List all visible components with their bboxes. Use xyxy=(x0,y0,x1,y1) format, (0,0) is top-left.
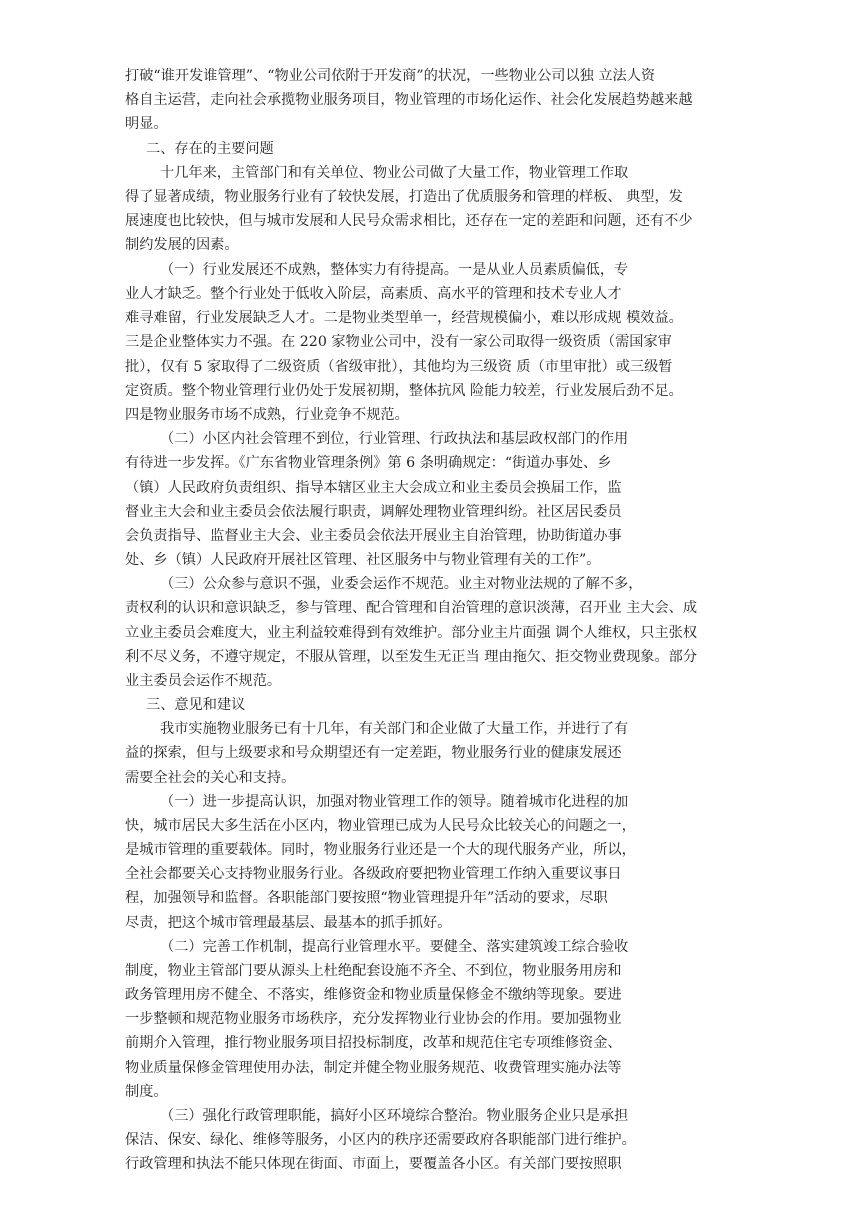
text-line: （二）完善工作机制，提高行业管理水平。要健全、落实建筑竣工综合验收 xyxy=(160,939,629,955)
text-line: 尽责，把这个城市管理最基层、最基本的抓手抓好。 xyxy=(125,915,452,931)
text-line: 业人才缺乏。整个行业处于低收入阶层，高素质、高水平的管理和技术专业人才 xyxy=(125,286,622,302)
text-line: 政务管理用房不健全、不落实，维修资金和物业质量保修金不缴纳等现象。要进 xyxy=(125,987,622,1003)
text-line: （三）公众参与意识不强，业委会运作不规范。业主对物业法规的了解不多， xyxy=(160,576,643,592)
text-line: 一步整顿和规范物业服务市场秩序，充分发挥物业行业协会的作用。要加强物业 xyxy=(125,1011,622,1027)
text-line: 物业质量保修金管理使用办法，制定并健全物业服务规范、收费管理实施办法等 xyxy=(125,1060,622,1076)
text-line: （三）强化行政管理职能，搞好小区环境综合整治。物业服务企业只是承担 xyxy=(160,1108,629,1124)
text-line: （一）进一步提高认识，加强对物业管理工作的领导。随着城市化进程的加 xyxy=(160,794,629,810)
text-line: （二）小区内社会管理不到位，行业管理、行政执法和基层政权部门的作用 xyxy=(160,431,629,447)
text-line: 保洁、保安、绿化、维修等服务，小区内的秩序还需要政府各职能部门进行维护。 xyxy=(125,1132,636,1148)
text-line: 前期介入管理，推行物业服务项目招投标制度，改革和规范住宅专项维修资金、 xyxy=(125,1035,622,1051)
text-line: 四是物业服务市场不成熟，行业竞争不规范。 xyxy=(125,407,409,423)
section-heading: 三、意见和建议 xyxy=(146,697,246,713)
text-line: 全社会都要关心支持物业服务行业。各级政府要把物业管理工作纳入重要议事日 xyxy=(125,866,622,882)
text-line: 处、乡（镇）人民政府开展社区管理、社区服务中与物业管理有关的工作”。 xyxy=(125,552,601,568)
text-line: 快，城市居民大多生活在小区内，物业管理已成为人民号众比较关心的问题之一， xyxy=(125,818,636,834)
text-line: 得了显著成绩，物业服务行业有了较快发展，打造出了优质服务和管理的样板、 典型，发 xyxy=(125,189,683,205)
text-line: 我市实施物业服务已有十几年，有关部门和企业做了大量工作，并进行了有 xyxy=(160,721,629,737)
text-line: （一）行业发展还不成熟，整体实力有待提高。一是从业人员素质偏低，专 xyxy=(160,262,629,278)
text-line: （镇）人民政府负责组织、指导本辖区业主大会成立和业主委员会换届工作，监 xyxy=(125,480,622,496)
text-line: 格自主运营，走向社会承揽物业服务项目，物业管理的市场化运作、社会化发展趋势越来越 xyxy=(125,92,693,108)
text-line: 会负责指导、监督业主大会、业主委员会依法开展业主自治管理，协助街道办事 xyxy=(125,528,622,544)
section-heading: 二、存在的主要问题 xyxy=(146,141,274,157)
text-line: 程，加强领导和监督。各职能部门要按照“物业管理提升年”活动的要求，尽职 xyxy=(125,890,608,906)
text-line: 批），仅有 5 家取得了二级资质（省级审批），其他均为三级资 质（市里审批）或三级暂 xyxy=(125,359,673,375)
text-line: 制约发展的因素。 xyxy=(125,237,239,253)
text-line: 打破“谁开发谁管理”、“物业公司依附于开发商”的状况，一些物业公司以独 立法人资 xyxy=(125,68,656,84)
text-line: 行政管理和执法不能只体现在街面、市面上，要覆盖各小区。有关部门要按照职 xyxy=(125,1156,622,1172)
text-line: 有待进一步发挥。《广东省物业管理条例》第 6 条明确规定：“街道办事处、乡 xyxy=(125,455,612,471)
text-line: 是城市管理的重要载体。同时，物业服务行业还是一个大的现代服务产业，所以， xyxy=(125,842,636,858)
text-line: 责权利的认识和意识缺乏，参与管理、配合管理和自治管理的意识淡薄，召开业 主大会、成 xyxy=(125,600,698,616)
text-line: 难寻难留，行业发展缺乏人才。二是物业类型单一，经营规模偏小，难以形成规 模效益。 xyxy=(125,310,683,326)
text-line: 利不尽义务，不遵守规定，不服从管理，以至发生无正当 理由拖欠、拒交物业费现象。部分 xyxy=(125,649,698,665)
text-line: 业主委员会运作不规范。 xyxy=(125,673,282,689)
text-line: 定资质。整个物业管理行业仍处于发展初期，整体抗风 险能力较差，行业发展后劲不足。 xyxy=(125,383,683,399)
text-line: 督业主大会和业主委员会依法履行职责，调解处理物业管理纠纷。社区居民委员 xyxy=(125,504,622,520)
text-line: 明显。 xyxy=(125,116,168,132)
text-line: 益的探索，但与上级要求和号众期望还有一定差距，物业服务行业的健康发展还 xyxy=(125,745,622,761)
text-line: 展速度也比较快，但与城市发展和人民号众需求相比，还存在一定的差距和问题，还有不少 xyxy=(125,213,693,229)
text-line: 十几年来，主管部门和有关单位、物业公司做了大量工作，物业管理工作取 xyxy=(160,165,629,181)
text-line: 立业主委员会难度大，业主利益较难得到有效维护。部分业主片面强 调个人维权，只主张权 xyxy=(125,625,698,641)
text-line: 需要全社会的关心和支持。 xyxy=(125,770,296,786)
text-line: 三是企业整体实力不强。在 220 家物业公司中，没有一家公司取得一级资质（需国家审 xyxy=(125,334,672,350)
text-line: 制度。 xyxy=(125,1084,168,1100)
text-line: 制度，物业主管部门要从源头上杜绝配套设施不齐全、不到位，物业服务用房和 xyxy=(125,963,622,979)
